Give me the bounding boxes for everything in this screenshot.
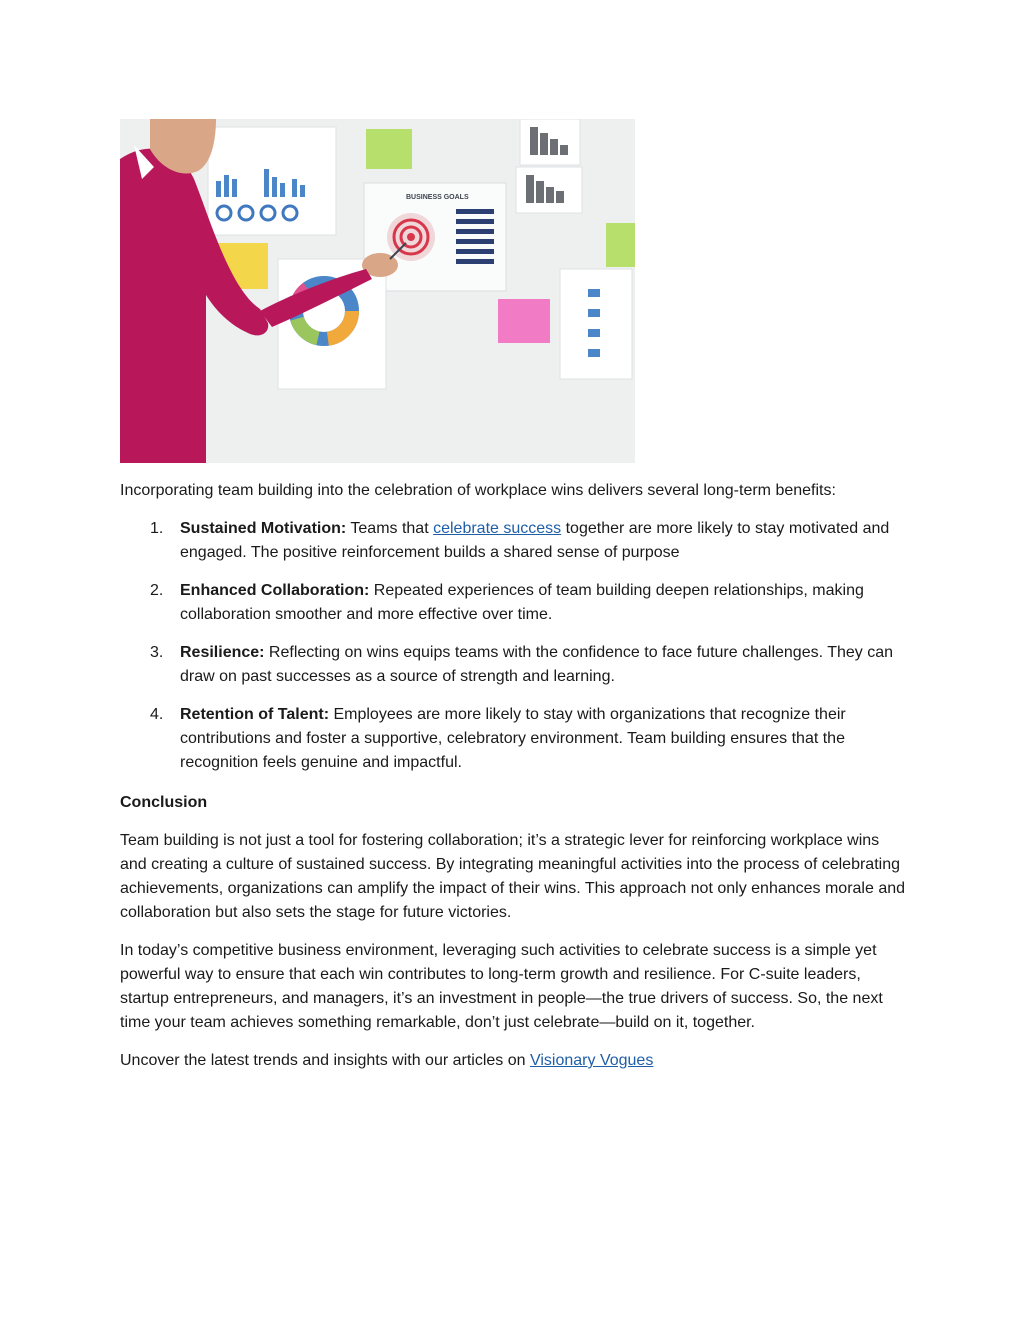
celebrate-success-link[interactable]: celebrate success [433,520,562,537]
list-item-text: together are more likely to stay motivated and engaged. The positive reinforcement builds a shared sense of purpose [180,520,890,561]
list-item-number: 1. [150,520,164,537]
list-item-title: Enhanced Collaboration: [180,582,370,599]
cta-text: Uncover the latest trends and insights with our articles on [120,1052,530,1069]
list-item-text: Teams that [346,520,434,537]
list-item [120,517,910,565]
list-item-number: 4. [150,706,164,723]
benefits-list [120,517,910,775]
list-item [120,641,910,689]
list-item-text: Repeated experiences of team building deepen relationships, making collaboration smoother and more effective over time. [180,582,864,623]
list-item-text: Reflecting on wins equips teams with the confidence to face future challenges. They can draw on past successes as a source of strength and learning. [180,644,893,685]
intro-paragraph: Incorporating team building into the celebration of workplace wins delivers several long-term benefits: [120,482,836,499]
list-item-text: Employees are more likely to stay with organizations that recognize their contributions and foster a supportive, celebratory environment. Team building ensures that the recognition feels genuine and impactful. [180,706,846,771]
cta-paragraph [120,1049,910,1073]
conclusion-heading: Conclusion [120,794,208,811]
list-item-number: 3. [150,644,164,661]
list-item-title: Retention of Talent: [180,706,330,723]
visionary-vogues-link[interactable]: Visionary Vogues [529,1052,654,1069]
board-label: BUSINESS GOALS [406,194,469,201]
list-item [120,703,910,775]
hero-image [120,119,635,463]
list-item-title: Sustained Motivation: [180,520,347,537]
document-page [120,119,910,1087]
list-item-title: Resilience: [180,644,265,661]
business-goals-photo [120,119,635,463]
conclusion-paragraph-1: Team building is not just a tool for fostering collaboration; it’s a strategic lever for reinforcing workplace wins and creating a culture of sustained success. By integrating meaningful activities into the process of celebrating achievements, organizations can amplify the impact of their wins. This approach not only enhances morale and collaboration but also sets the stage for future victories. [120,832,906,921]
list-item [120,579,910,627]
conclusion-paragraph-2: In today’s competitive business environment, leveraging such activities to celebrate success is a simple yet powerful way to ensure that each win contributes to long-term growth and resilience. For C-suite leaders, startup entrepreneurs, and managers, it’s an investment in people—the true drivers of success. So, the next time your team achieves something remarkable, don’t just celebrate—build on it, together. [120,942,883,1031]
list-item-number: 2. [150,582,164,599]
